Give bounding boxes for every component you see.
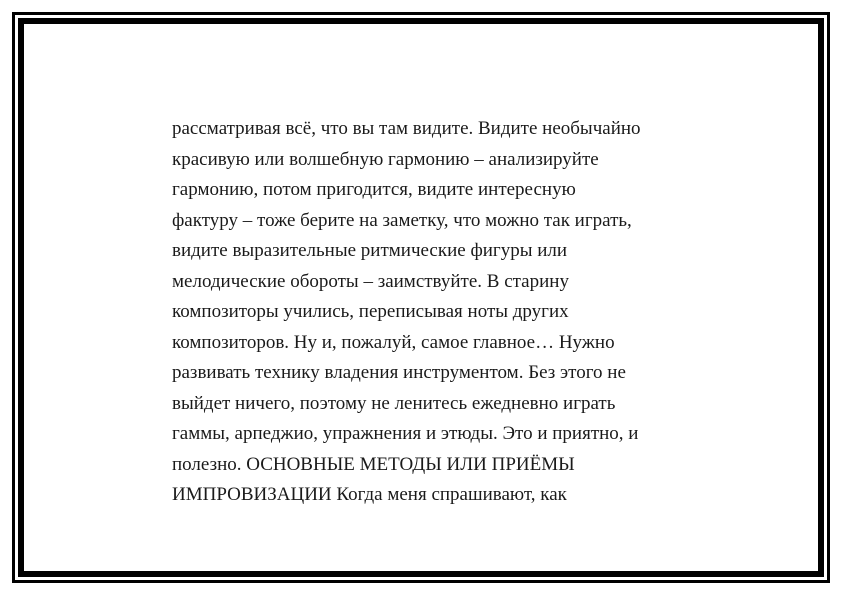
text-line: красивую или волшебную гармонию – анализируйте <box>172 148 599 170</box>
slide-text-block <box>172 114 732 511</box>
text-line: выйдет ничего, поэтому не ленитесь ежедневно играть <box>172 392 616 414</box>
text-line: полезно. ОСНОВНЫЕ МЕТОДЫ ИЛИ ПРИЁМЫ <box>172 453 575 475</box>
text-line: гаммы, арпеджио, упражнения и этюды. Это и приятно, и <box>172 423 639 444</box>
text-line: композиторы учились, переписывая ноты других <box>172 301 569 322</box>
text-line: композиторов. Ну и, пожалуй, самое главное… Нужно <box>172 331 615 353</box>
text-line: видите выразительные ритмические фигуры или <box>172 240 568 261</box>
text-line: гармонию, потом пригодится, видите интересную <box>172 179 576 200</box>
text-line: ИМПРОВИЗАЦИИ Когда меня спрашивают, как <box>172 484 567 505</box>
text-line: развивать технику владения инструментом. Без этого не <box>172 362 626 383</box>
text-line: рассматривая всё, что вы там видите. Видите необычайно <box>172 118 641 139</box>
text-line: фактуру – тоже берите на заметку, что можно так играть, <box>172 209 632 231</box>
text-line: мелодические обороты – заимствуйте. В старину <box>172 270 569 292</box>
